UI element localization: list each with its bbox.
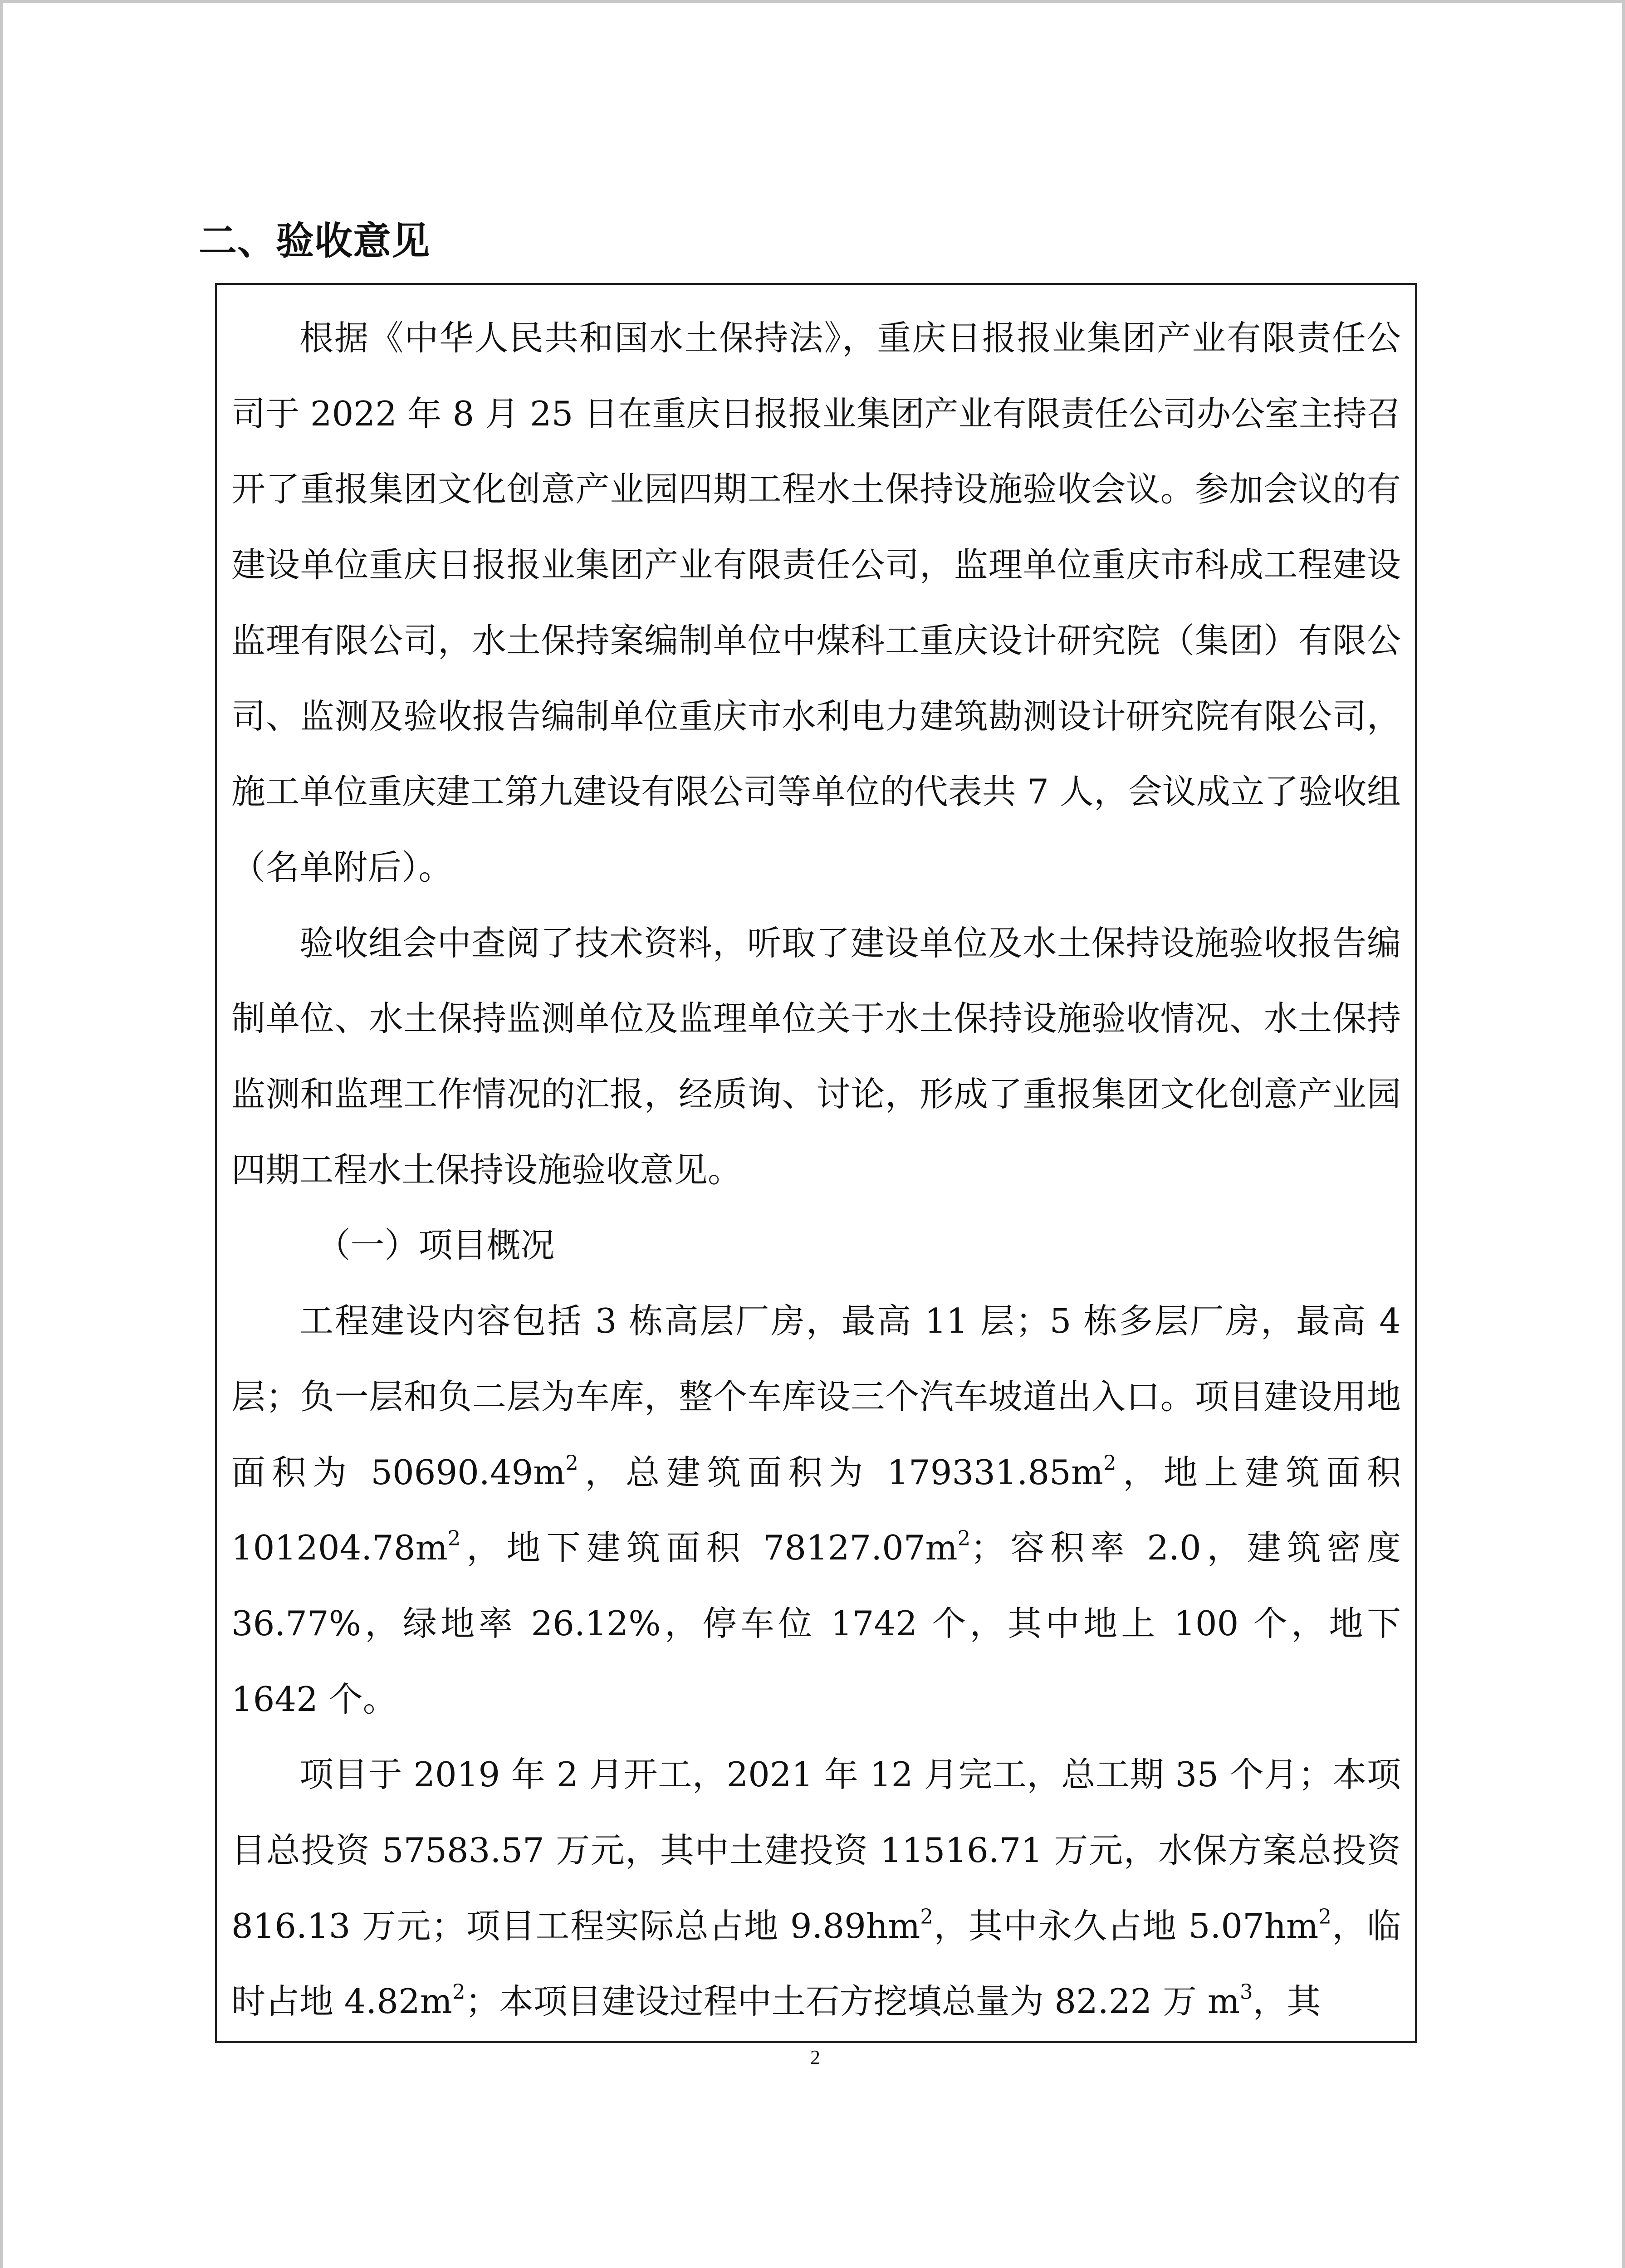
text-segment: ，其 [1253,1981,1321,2022]
subsection-title: （一）项目概况 [316,1225,555,1266]
text-segment: ，地上建筑面积 101204.78m [231,1452,1401,1568]
text-segment: ，临时占地 4.82m [231,1906,1401,2022]
superscript: 2 [452,1980,465,2004]
superscript: 3 [1239,1980,1253,2004]
text-segment: ；容积率 2.0，建筑密度 36.77%，绿地率 26.12%，停车位 1742 个，其中地上 100 个，地下 1642 个。 [231,1528,1401,1719]
superscript: 2 [565,1451,578,1475]
text-segment: 项目于 2019 年 2 月开工，2021 年 12 月完工，总工期 35 个月；本项目总投资 57583.57 万元，其中土建投资 11516.71 万元，水保方案总投资 816.13 万元；项目工程实际总占地 9.89hm [231,1755,1401,1946]
superscript: 2 [447,1526,461,1550]
paragraph-project-overview [231,1283,1401,1737]
paragraph-review-process: 验收组会中查阅了技术资料，听取了建设单位及水土保持设施验收报告编制单位、水土保持监测单位及监理单位关于水土保持设施验收情况、水土保持监测和监理工作情况的汇报，经质询、讨论，形成了重报集团文化创意产业园四期工程水土保持设施验收意见。 [231,923,1401,1190]
text-segment: ，其中永久占地 5.07hm [933,1906,1319,1946]
superscript: 2 [957,1526,971,1550]
page-number: 2 [810,2046,820,2068]
text-segment: 工程建设内容包括 3 栋高层厂房，最高 11 层；5 栋多层厂房，最高 4 层；负一层和负二层为车库，整个车库设三个汽车坡道出入口。项目建设用地面积为 50690.49m [231,1301,1401,1492]
superscript: 2 [920,1904,933,1929]
text-segment: ；本项目建设过程中土石方挖填总量为 82.22 万 m [465,1981,1240,2022]
opinion-box [215,283,1417,2043]
text-segment: ，地下建筑面积 78127.07m [460,1528,958,1568]
paragraph-schedule-investment [231,1737,1401,2039]
text-segment: ，总建筑面积为 179331.85m [578,1452,1104,1492]
paragraph-meeting-intro: 根据《中华人民共和国水土保持法》，重庆日报报业集团产业有限责任公司于 2022 年 8 月 25 日在重庆日报报业集团产业有限责任公司办公室主持召开了重报集团文化创意产业园四期工程水土保持设施验收会议。参加会议的有建设单位重庆日报报业集团产业有限责任公司，监理单位重庆市科成工程建设监理有限公司，水土保持案编制单位中煤科工重庆设计研究院（集团）有限公司、监测及验收报告编制单位重庆市水利电力建筑勘测设计研究院有限公司，施工单位重庆建工第九建设有限公司等单位的代表共 7 人，会议成立了验收组（名单附后）。 [231,318,1401,887]
superscript: 2 [1318,1904,1331,1929]
section-heading: 二、验收意见 [199,219,431,263]
opinion-text [231,300,1401,2039]
superscript: 2 [1103,1451,1116,1475]
